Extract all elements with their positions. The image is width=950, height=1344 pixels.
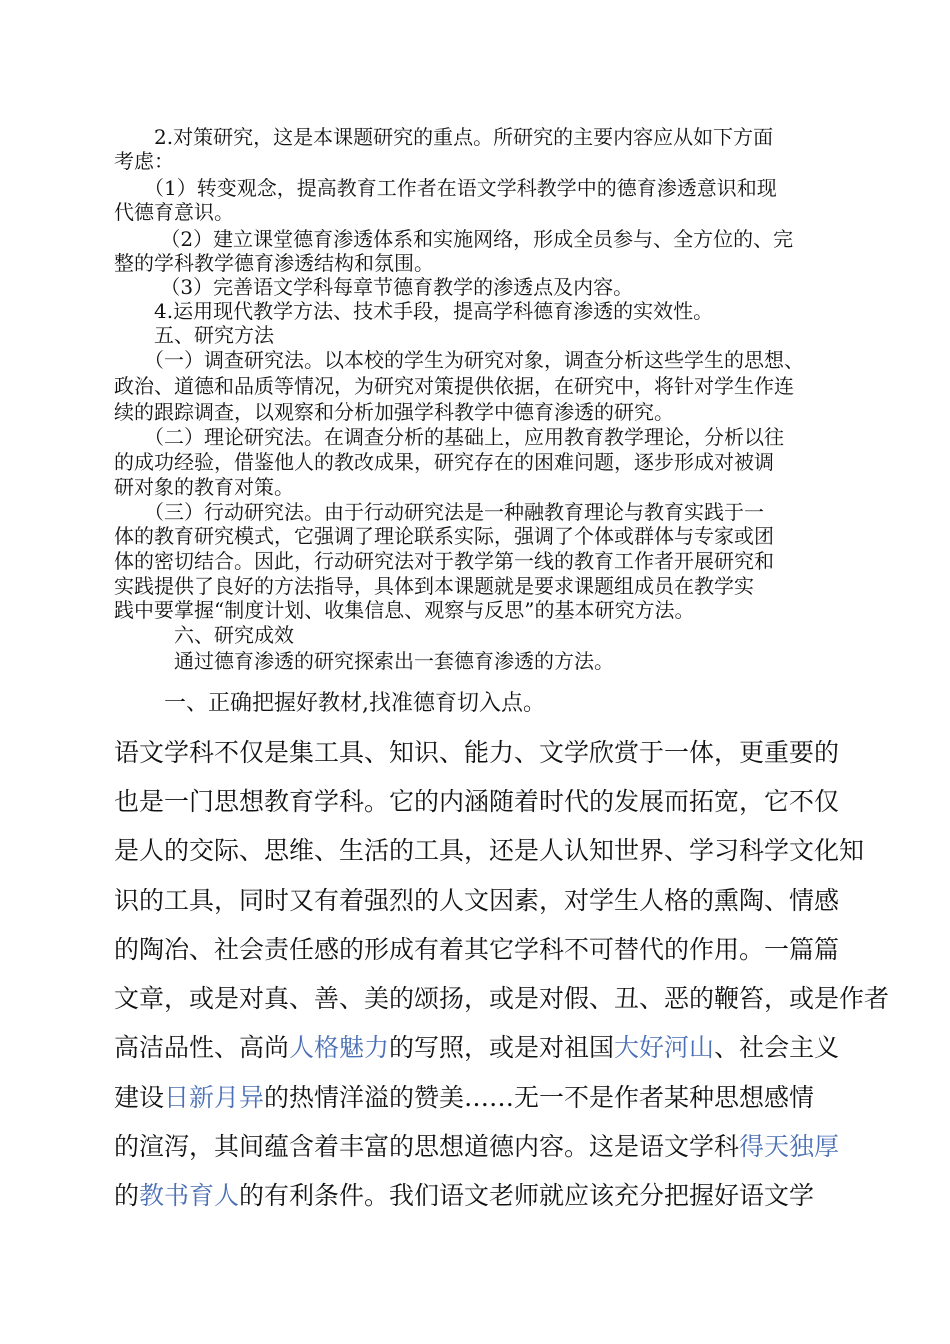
text-line	[114, 1073, 814, 1122]
text-line	[114, 1171, 814, 1220]
section-heading: 五、研究方法	[114, 323, 274, 347]
text-line: 2.对策研究，这是本课题研究的重点。所研究的主要内容应从如下方面	[114, 125, 774, 149]
text-line: 的成功经验，借鉴他人的教改成果，研究存在的困难问题，逐步形成对被调	[114, 450, 774, 474]
hyperlink-great-landscape[interactable]: 大好河山	[614, 1033, 715, 1062]
text-line: （2）建立课堂德育渗透体系和实施网络，形成全员参与、全方位的、完	[114, 227, 794, 251]
text-line: 是人的交际、思维、生活的工具，还是人认知世界、学习科学文化知	[114, 836, 865, 865]
text-line: 识的工具，同时又有着强烈的人文因素，对学生人格的熏陶、情感	[114, 886, 840, 915]
hyperlink-uniquely-blessed[interactable]: 得天独厚	[739, 1132, 840, 1161]
text-line: 语文学科不仅是集工具、知识、能力、文学欣赏于一体，更重要的	[114, 738, 840, 767]
text-span: 的渲泻，其间蕴含着丰富的思想道德内容。这是语文学科	[114, 1132, 740, 1161]
text-line: 实践提供了良好的方法指导，具体到本课题就是要求课题组成员在教学实	[114, 574, 754, 598]
text-span: 高洁品性、高尚	[114, 1033, 290, 1062]
text-span: 建设	[114, 1083, 165, 1112]
text-line: （一）调查研究法。以本校的学生为研究对象，调查分析这些学生的思想、	[114, 348, 804, 372]
text-line: 体的教育研究模式，它强调了理论联系实际，强调了个体或群体与专家或团	[114, 524, 774, 548]
text-span: 、社会主义	[714, 1033, 840, 1062]
subsection-heading: 一、正确把握好教材,找准德育切入点。	[164, 691, 545, 716]
text-span: 的	[114, 1181, 140, 1210]
hyperlink-personality-charm[interactable]: 人格魅力	[289, 1033, 390, 1062]
text-line: （三）行动研究法。由于行动研究法是一种融教育理论与教育实践于一	[114, 500, 764, 524]
text-line: 研对象的教育对策。	[114, 475, 294, 499]
text-line	[114, 1023, 839, 1072]
text-line: 文章，或是对真、善、美的颂扬，或是对假、丑、恶的鞭笞，或是作者	[114, 984, 890, 1013]
section-heading: 六、研究成效	[114, 623, 294, 647]
text-line: 通过德育渗透的研究探索出一套德育渗透的方法。	[114, 649, 614, 673]
text-line: 也是一门思想教育学科。它的内涵随着时代的发展而拓宽，它不仅	[114, 787, 840, 816]
text-line	[114, 1122, 839, 1171]
text-line: （二）理论研究法。在调查分析的基础上，应用教育教学理论，分析以往	[114, 425, 784, 449]
hyperlink-rapid-change[interactable]: 日新月异	[164, 1083, 265, 1112]
text-line: 考虑：	[114, 149, 174, 173]
text-line: 践中要掌握“制度计划、收集信息、观察与反思”的基本研究方法。	[114, 598, 695, 622]
text-span: 的热情洋溢的赞美……无一不是作者某种思想感情	[264, 1083, 815, 1112]
text-span: 的有利条件。我们语文老师就应该充分把握好语文学	[239, 1181, 815, 1210]
text-line: 的陶冶、社会责任感的形成有着其它学科不可替代的作用。一篇篇	[114, 935, 840, 964]
text-line: 4.运用现代教学方法、技术手段，提高学科德育渗透的实效性。	[114, 299, 714, 323]
text-line: （1）转变观念，提高教育工作者在语文学科教学中的德育渗透意识和现	[114, 176, 777, 200]
text-line: 代德育意识。	[114, 200, 234, 224]
text-line: 整的学科教学德育渗透结构和氛围。	[114, 251, 434, 275]
text-span: 的写照，或是对祖国	[389, 1033, 615, 1062]
text-line: 政治、道德和品质等情况，为研究对策提供依据，在研究中，将针对学生作连	[114, 374, 794, 398]
hyperlink-teaching-educating[interactable]: 教书育人	[139, 1181, 240, 1210]
text-line: 续的跟踪调查，以观察和分析加强学科教学中德育渗透的研究。	[114, 400, 674, 424]
text-line: 体的密切结合。因此，行动研究法对于教学第一线的教育工作者开展研究和	[114, 549, 774, 573]
text-line: （3）完善语文学科每章节德育教学的渗透点及内容。	[114, 275, 634, 299]
